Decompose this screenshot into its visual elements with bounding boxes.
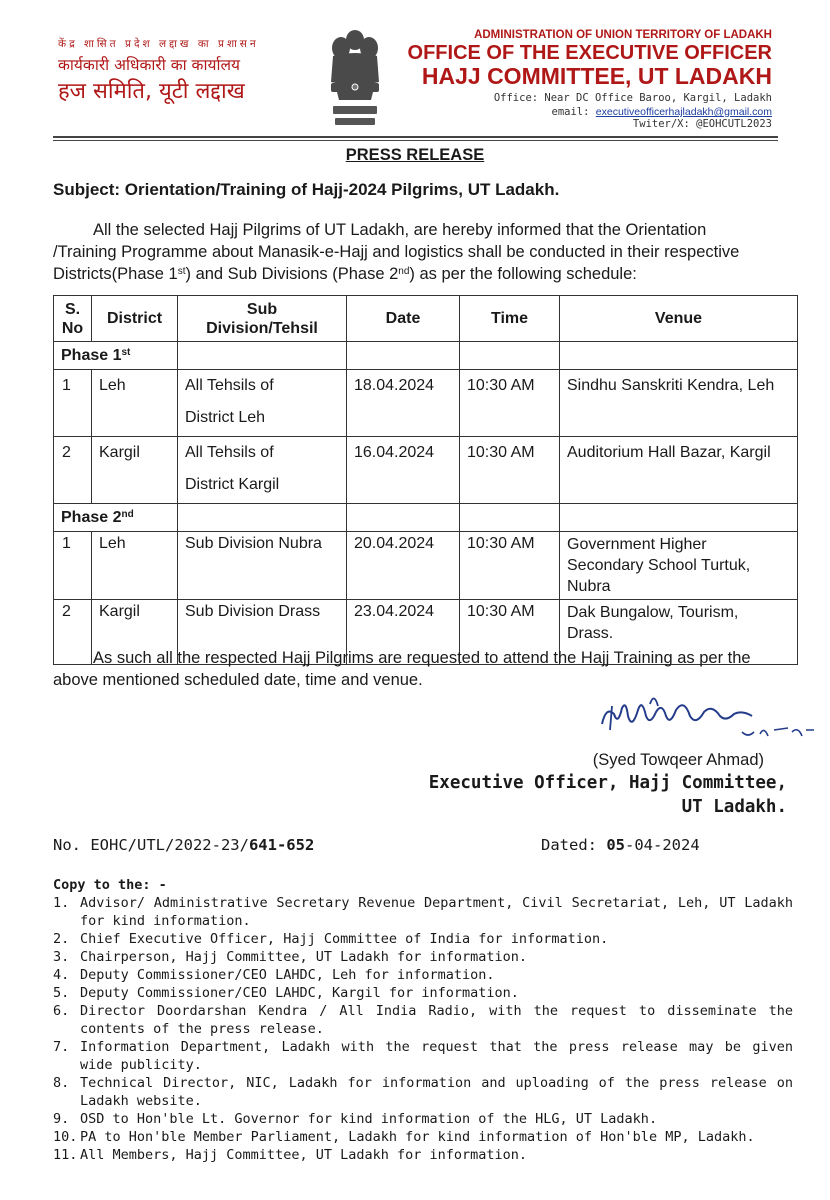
national-emblem-icon: [325, 26, 385, 134]
column-header-time: Time: [460, 296, 560, 342]
list-item: 3. Chairperson, Hajj Committee, UT Ladakh for information.: [53, 949, 528, 965]
table-row: 1 Leh Sub Division Nubra 20.04.2024 10:30 AM Government Higher Secondary School Turtuk, Nubra: [54, 532, 798, 600]
intro-line: Districts(Phase 1st) and Sub Divisions (Phase 2nd) as per the following schedule:: [53, 265, 637, 283]
table-row: 2 Kargil All Tehsils of District Kargil 16.04.2024 10:30 AM Auditorium Hall Bazar, Kargil: [54, 437, 798, 504]
list-item: 11. All Members, Hajj Committee, UT Ladakh for information.: [53, 1147, 528, 1163]
committee-title: HAJJ COMMITTEE, UT LADAKH: [421, 63, 772, 89]
hindi-committee-line: हज समिति, यूटी लद्दाख: [58, 79, 245, 104]
column-header-subdivision: Sub Division/Tehsil: [178, 296, 347, 342]
intro-paragraph: [53, 219, 789, 285]
email-line: [552, 106, 772, 118]
administration-title: ADMINISTRATION OF UNION TERRITORY OF LADAKH: [474, 29, 772, 41]
signature-image: [592, 686, 822, 746]
office-address: Office: Near DC Office Baroo, Kargil, Ladakh: [493, 92, 772, 104]
list-item: 1. Advisor/ Administrative Secretary Revenue Department, Civil Secretariat, Leh, UT Ladakh for kind information.: [53, 895, 793, 929]
closing-line: As such all the respected Hajj Pilgrims are requested to attend the Hajj Training as per the: [93, 649, 751, 667]
closing-paragraph: [53, 647, 789, 691]
header-divider-thin: [53, 140, 778, 141]
column-header-date: Date: [347, 296, 460, 342]
signatory-designation: Executive Officer, Hajj Committee, UT Ladakh.: [428, 773, 787, 817]
phase-row: [54, 342, 798, 370]
office-title: OFFICE OF THE EXECUTIVE OFFICER: [407, 42, 772, 64]
closing-line: above mentioned scheduled date, time and venue.: [53, 671, 423, 689]
column-header-venue: Venue: [560, 296, 798, 342]
table-row: 1 Leh All Tehsils of District Leh 18.04.2024 10:30 AM Sindhu Sanskriti Kendra, Leh: [54, 370, 798, 437]
subject-line: Subject: Orientation/Training of Hajj-2024 Pilgrims, UT Ladakh.: [53, 180, 560, 199]
page-title: PRESS RELEASE: [345, 146, 485, 164]
list-item: 8. Technical Director, NIC, Ladakh for information and uploading of the press release on Ladakh website.: [53, 1075, 793, 1109]
list-item: 4. Deputy Commissioner/CEO LAHDC, Leh for information.: [53, 967, 495, 983]
phase-row: [54, 504, 798, 532]
table-header-row: [54, 296, 798, 342]
column-header-sno: S. No: [54, 296, 92, 342]
list-item: 7. Information Department, Ladakh with the request that the press release may be given wide publicity.: [53, 1039, 793, 1073]
hindi-office-line: कार्यकारी अधिकारी का कार्यालय: [58, 56, 240, 74]
column-header-district: District: [92, 296, 178, 342]
list-item: 5. Deputy Commissioner/CEO LAHDC, Kargil for information.: [53, 985, 519, 1001]
email-link[interactable]: executiveofficerhajladakh@gmail.com: [595, 106, 772, 118]
phase-label: Phase 2nd: [54, 504, 178, 532]
list-item: 10. PA to Hon'ble Member Parliament, Ladakh for kind information of Hon'ble MP, Ladakh.: [53, 1129, 755, 1145]
copy-to-list: [53, 894, 793, 1164]
list-item: 6. Director Doordarshan Kendra / All India Radio, with the request to disseminate the contents of the press release.: [53, 1003, 793, 1037]
intro-line: All the selected Hajj Pilgrims of UT Ladakh, are hereby informed that the Orientation: [93, 221, 707, 239]
hindi-administration-line: केंद्र शासित प्रदेश लद्दाख का प्रशासन: [58, 38, 259, 50]
header-divider: [53, 136, 778, 138]
list-item: 2. Chief Executive Officer, Hajj Committee of India for information.: [53, 931, 609, 947]
signatory-name: (Syed Towqeer Ahmad): [592, 751, 764, 769]
list-item: 9. OSD to Hon'ble Lt. Governor for kind information of the HLG, UT Ladakh.: [53, 1111, 658, 1127]
twitter-handle: Twiter/X: @EOHCUTL2023: [632, 118, 772, 130]
table-row: 2 Kargil Sub Division Drass 23.04.2024 10:30 AM Dak Bungalow, Tourism, Drass.: [54, 600, 798, 665]
copy-to-heading: Copy to the: -: [53, 877, 167, 893]
reference-number: No. EOHC/UTL/2022-23/641-652: [53, 836, 315, 854]
phase-label: Phase 1st: [54, 342, 178, 370]
email-label: email:: [551, 106, 590, 118]
schedule-table: [53, 295, 798, 665]
intro-line: /Training Programme about Manasik-e-Hajj and logistics shall be conducted in their respective: [53, 243, 740, 261]
issue-date: Dated: 05-04-2024: [541, 836, 700, 854]
